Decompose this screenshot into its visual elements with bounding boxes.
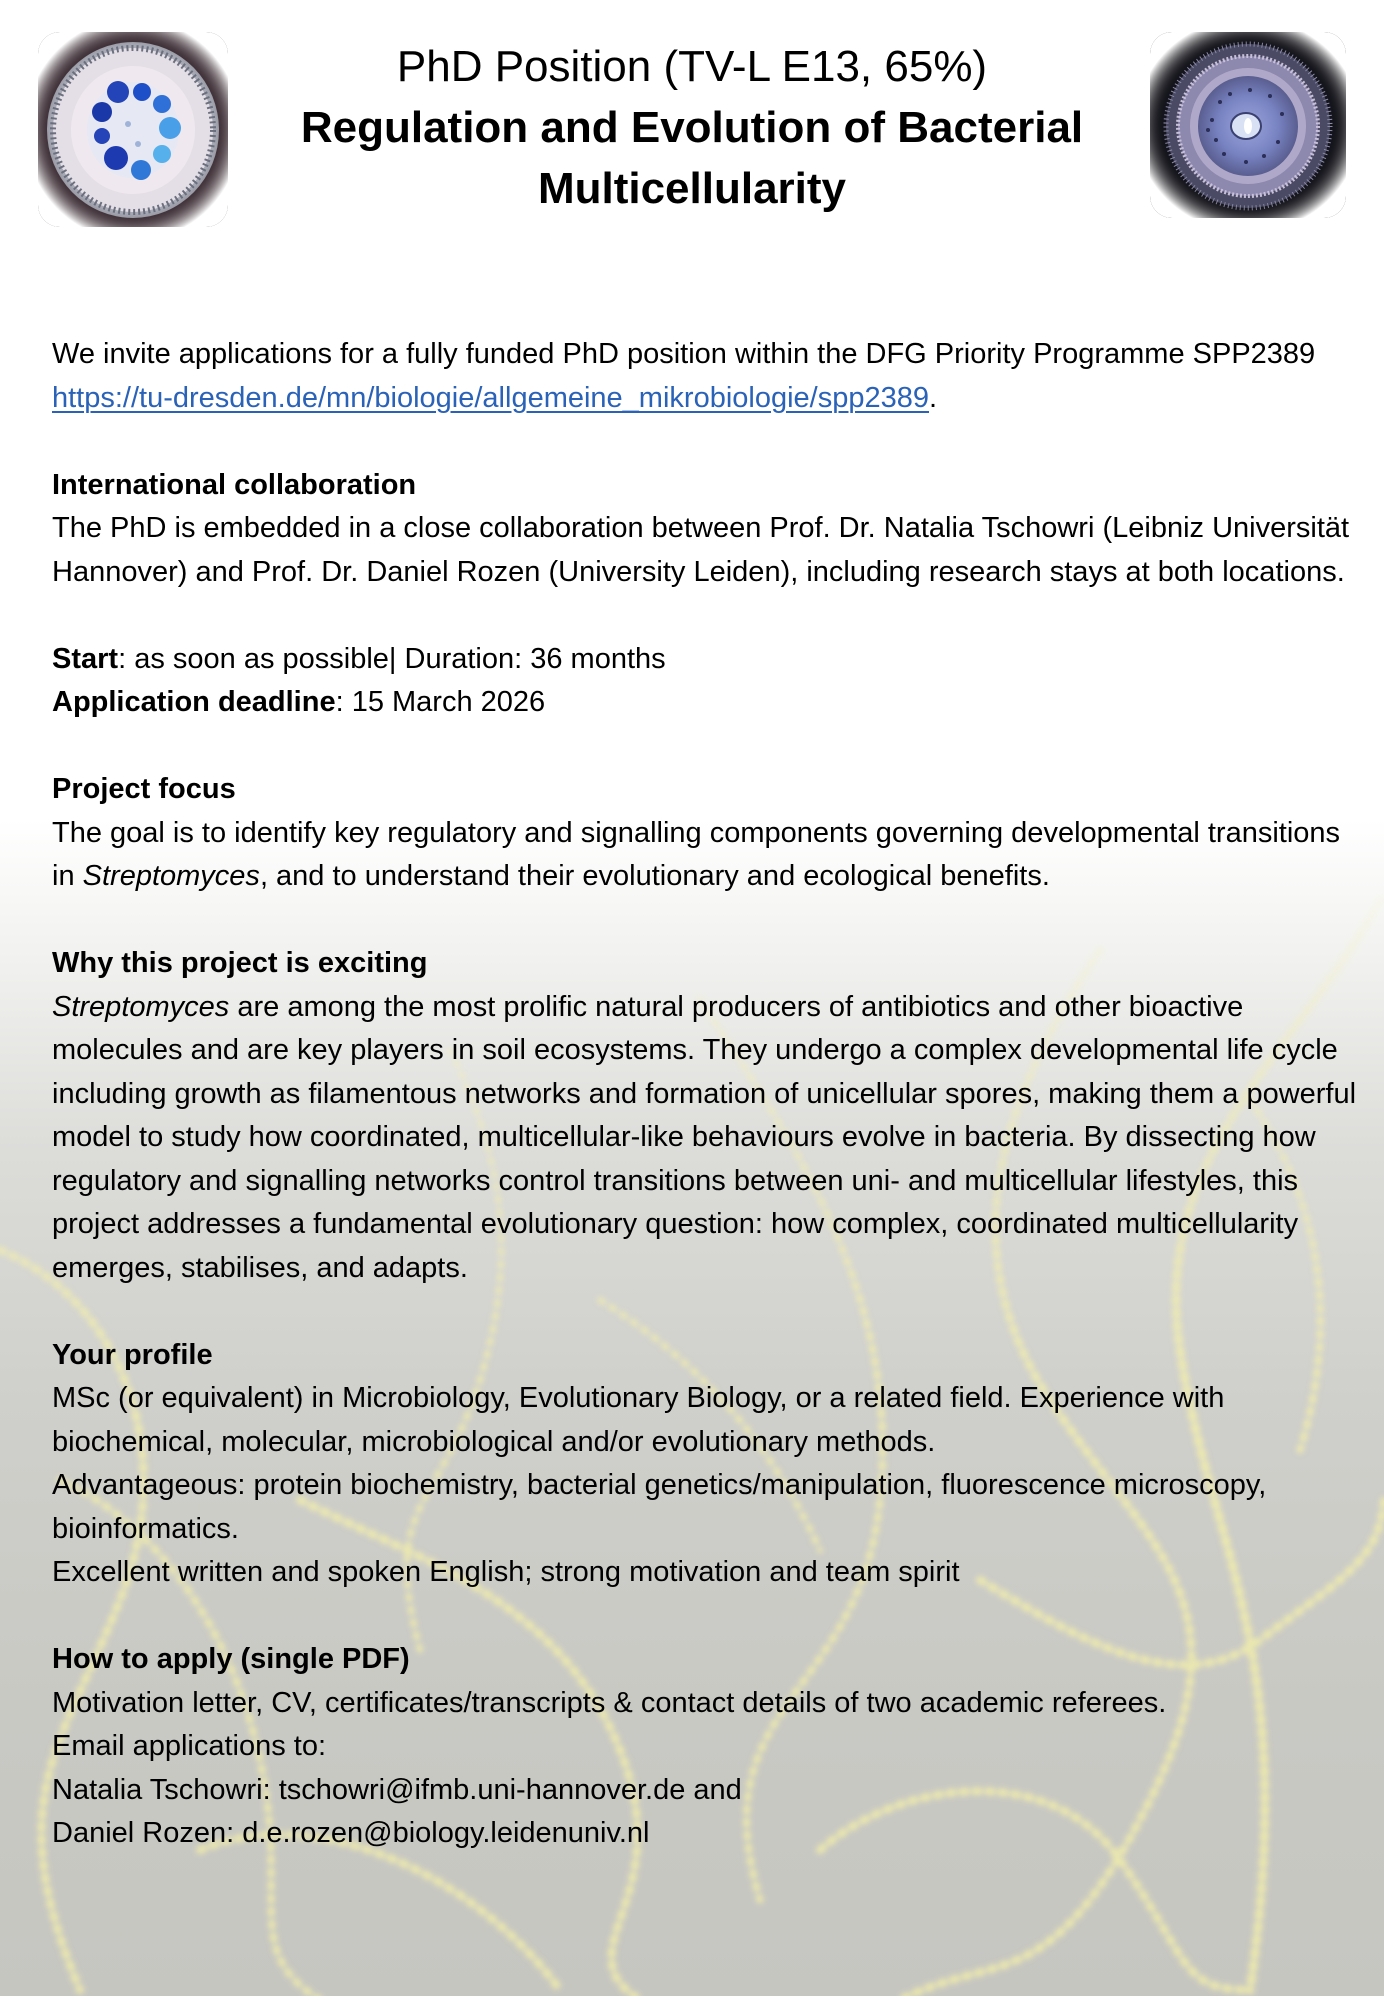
profile-advantageous: Advantageous: protein biochemistry, bacterial genetics/manipulation, fluorescence microscopy, bioinformatics. bbox=[52, 1469, 1267, 1545]
apply-documents: Motivation letter, CV, certificates/transcripts & contact details of two academic referees. bbox=[52, 1686, 1167, 1719]
profile-requirements: MSc (or equivalent) in Microbiology, Evolutionary Biology, or a related field. Experience with biochemical, molecular, microbiological and/or evolutionary methods. bbox=[52, 1382, 1225, 1458]
intro-text: We invite applications for a fully funded PhD position within the DFG Priority Programme SPP2389 bbox=[52, 338, 1316, 370]
exciting-body bbox=[52, 986, 1362, 1291]
poster-header bbox=[0, 0, 1384, 240]
dates-section bbox=[52, 638, 1362, 725]
exciting-heading: Why this project is exciting bbox=[52, 947, 428, 979]
focus-text-2: , and to understand their evolutionary and ecological benefits. bbox=[259, 860, 1050, 892]
start-label: Start bbox=[52, 642, 119, 675]
start-value: : as soon as possible| Duration: 36 months bbox=[118, 642, 666, 675]
focus-section bbox=[52, 768, 1362, 899]
deadline-label: Application deadline bbox=[52, 686, 336, 718]
focus-heading: Project focus bbox=[52, 773, 236, 805]
apply-email-intro: Email applications to: bbox=[52, 1730, 327, 1762]
exciting-text: are among the most prolific natural producers of antibiotics and other bioactive molecules and are key players in soil ecosystems. They undergo a complex developmental life cycle including growth as filamentous networks and formation of unicellular spores, making them a powerful model to study how coordinated, multicellular-like behaviours evolve in bacteria. By dissecting how regulatory and signalling networks control transitions between uni- and multicellular lifestyles, this project addresses a fundamental evolutionary question: how complex, coordinated multicellularity emerges, stabilises, and adapts. bbox=[52, 990, 1357, 1284]
profile-heading: Your profile bbox=[52, 1338, 213, 1371]
deadline-value: : 15 March 2026 bbox=[335, 686, 546, 718]
collaboration-body: The PhD is embedded in a close collaboration between Prof. Dr. Natalia Tschowri (Leibniz Universität Hannover) and Prof. Dr. Daniel Rozen (University Leiden), including research stays at both locations. bbox=[52, 512, 1350, 588]
intro-period: . bbox=[929, 381, 938, 414]
exciting-species: Streptomyces bbox=[52, 990, 230, 1023]
exciting-section bbox=[52, 942, 1362, 1290]
spp2389-link[interactable]: https://tu-dresden.de/mn/biologie/allgemeine_mikrobiologie/spp2389 bbox=[52, 381, 929, 414]
spacer bbox=[52, 725, 1362, 769]
poster-title bbox=[240, 36, 1144, 219]
apply-section bbox=[52, 1638, 1362, 1856]
apply-heading: How to apply (single PDF) bbox=[52, 1643, 410, 1675]
intro-paragraph bbox=[52, 333, 1362, 420]
profile-section bbox=[52, 1334, 1362, 1595]
deadline-line bbox=[52, 681, 1362, 725]
purple-colony-image bbox=[1150, 32, 1346, 218]
focus-text-1: The goal is to identify key regulatory and signalling components governing developmental transitions in bbox=[52, 816, 1341, 892]
focus-species: Streptomyces bbox=[82, 860, 260, 892]
start-duration-line bbox=[52, 638, 1362, 682]
collaboration-section bbox=[52, 464, 1362, 595]
collaboration-heading: International collaboration bbox=[52, 468, 417, 501]
spacer bbox=[52, 899, 1362, 943]
project-title-line-2: Multicellularity bbox=[537, 164, 847, 213]
purple-colony-icon bbox=[1150, 32, 1346, 218]
profile-soft-skills: Excellent written and spoken English; strong motivation and team spirit bbox=[52, 1556, 960, 1588]
spacer bbox=[52, 420, 1362, 464]
blue-colony-image bbox=[38, 32, 228, 227]
bottom-edge bbox=[0, 1996, 1384, 2000]
contact-tschowri: Natalia Tschowri: tschowri@ifmb.uni-hannover.de and bbox=[52, 1773, 742, 1806]
spacer bbox=[52, 594, 1362, 638]
spacer bbox=[52, 1290, 1362, 1334]
spacer bbox=[52, 1595, 1362, 1639]
poster-body bbox=[52, 333, 1362, 1856]
contact-rozen: Daniel Rozen: d.e.rozen@biology.leidenuniv.nl bbox=[52, 1817, 650, 1849]
intro-section bbox=[52, 333, 1362, 420]
project-title-line-1: Regulation and Evolution of Bacterial bbox=[300, 103, 1084, 152]
blue-colony-icon bbox=[38, 32, 228, 227]
position-title: PhD Position (TV-L E13, 65%) bbox=[396, 42, 988, 91]
focus-body bbox=[52, 812, 1362, 899]
